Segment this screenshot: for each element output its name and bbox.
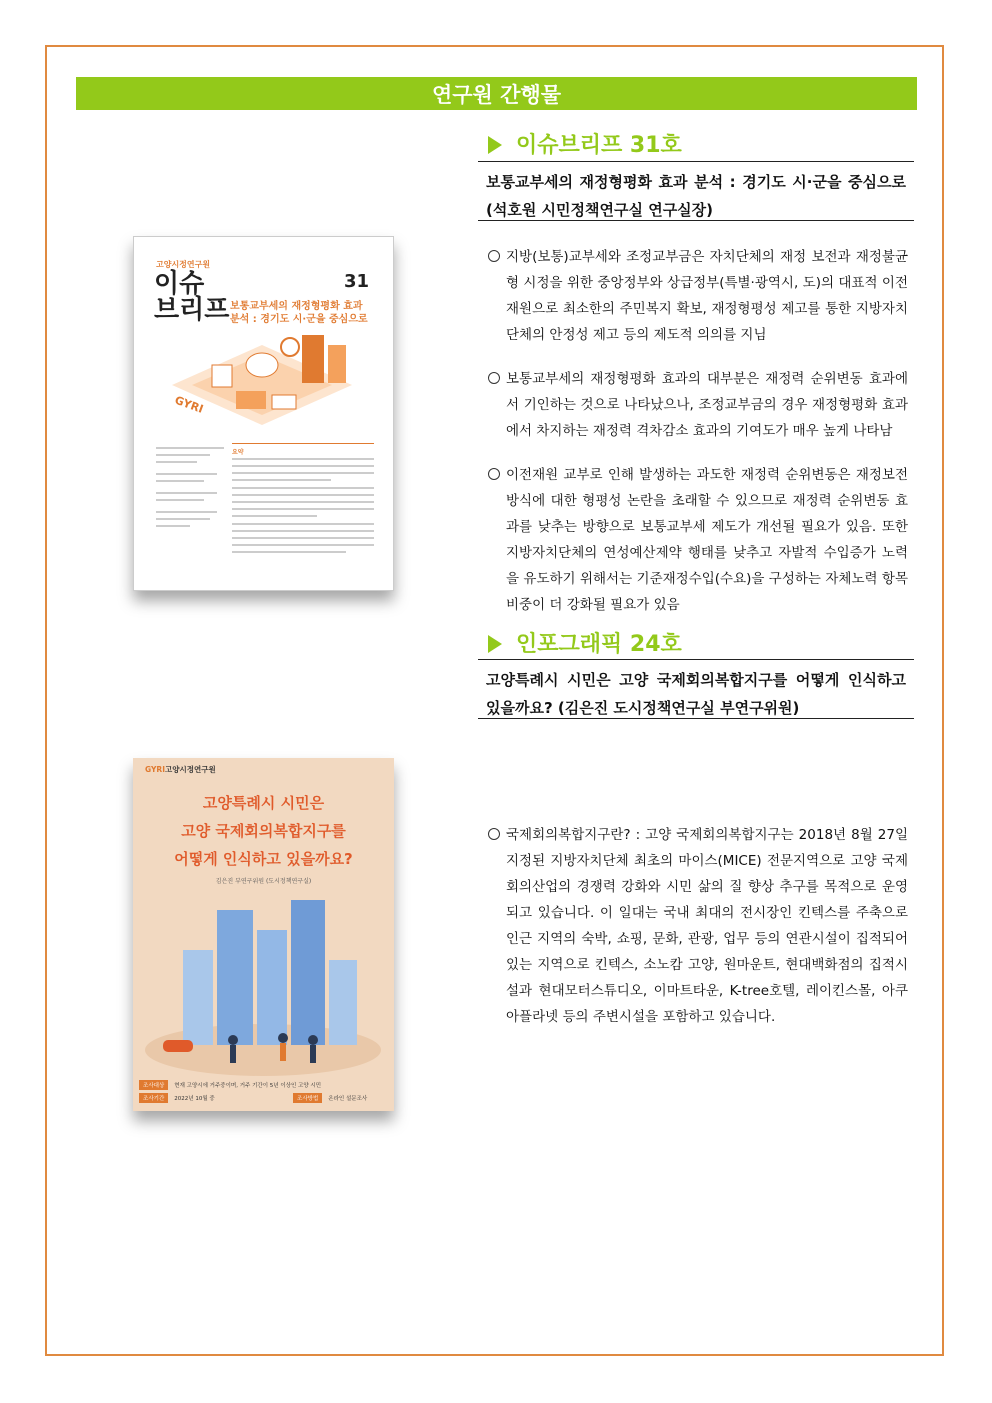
bullet-item: 보통교부세의 재정형평화 효과의 대부분은 재정력 순위변동 효과에서 기인하는 것으로 나타났으나, 조정교부금의 경우 재정형평화 효과에서 차지하는 재정력 격차감소 효과의 기여도가 매우 높게 나타남 (488, 366, 908, 444)
cover-summary-box (232, 443, 374, 574)
issue-brief-cover-image (133, 236, 394, 591)
section-banner: 연구원 간행물 (76, 77, 917, 110)
cover2-headline: 고양 국제회의복합지구를 (181, 822, 346, 840)
cover2-org: GYRI고양시정연구원 (145, 765, 216, 774)
isometric-city-illustration (152, 325, 378, 435)
circle-bullet-icon (488, 468, 500, 480)
issue-brief-heading: 이슈브리프 31호 (488, 128, 682, 159)
survey-method-row: 조사방법 온라인 설문조사 (293, 1093, 367, 1103)
circle-bullet-icon (488, 250, 500, 262)
cover-title-line: 분석 : 경기도 시·군을 중심으로 (230, 314, 368, 325)
triangle-icon (488, 635, 502, 653)
cover2-headline: 고양특례시 시민은 (202, 794, 325, 812)
cover-big-title: 이슈 브리프 (154, 269, 230, 325)
circle-bullet-icon (488, 828, 500, 840)
cover2-author: 김은진 부연구위원 (도시정책연구실) (215, 878, 312, 885)
cover2-headline: 어떻게 인식하고 있을까요? (174, 850, 353, 868)
cover-info-column (156, 447, 224, 532)
bullet-item: 국제회의복합지구란? : 고양 국제회의복합지구는 2018년 8월 27일 지정된 지방자치단체 최초의 마이스(MICE) 전문지역으로 고양 국제회의산업의 경쟁력 강화와 시민 삶의 질 향상 추구를 목적으로 운영되고 있습니다. 이 일대는 국내 최대의 전시장인 킨텍스를 주축으로 인근 지역의 숙박, 쇼핑, 문화, 관광, 업무 등의 연관시설이 집적되어 있는 지역으로 킨텍스, 소노캄 고양, 원마운트, 현대백화점의 집적시설과 현대모터스튜디오, 이마트타운, K-tree호텔, 레이킨스몰, 아쿠아플라넷 등의 주변시설을 포함하고 있습니다. (488, 822, 908, 1030)
survey-period-row: 조사기간 2022년 10월 중 (139, 1093, 215, 1103)
cover-org: 고양시정연구원 (156, 260, 211, 269)
survey-target-row: 조사대상 현재 고양시에 거주중이며, 거주 기간이 5년 이상인 고양 시민 (139, 1080, 321, 1090)
bullet-item: 이전재원 교부로 인해 발생하는 과도한 재정력 순위변동은 재정보전방식에 대한 형평성 논란을 초래할 수 있으므로 재정력 순위변동 효과를 낮추는 방향으로 보통교부세 제도가 개선될 필요가 있음. 또한 지방자치단체의 연성예산제약 행태를 낮추고 자발적 수입증가 노력을 유도하기 위해서는 기준재정수입(수요)을 구성하는 자체노력 항목 비중이 더 강화될 필요가 있음 (488, 462, 908, 618)
triangle-icon (488, 136, 502, 154)
gyri-logo-text: GYRI (172, 393, 205, 416)
circle-bullet-icon (488, 372, 500, 384)
cover-title-line: 보통교부세의 재정형평화 효과 (230, 301, 363, 312)
city-people-illustration (143, 890, 383, 1076)
infographic-heading: 인포그래픽 24호 (488, 627, 682, 658)
summary-label: 요약 (232, 449, 244, 456)
cover-number: 31 (344, 271, 370, 292)
infographic-cover-image (133, 758, 394, 1111)
issue-brief-title: 보통교부세의 재정형평화 효과 분석 : 경기도 시·군을 중심으로 (석호원 시민정책연구실 연구실장) (478, 161, 914, 221)
bullet-item: 지방(보통)교부세와 조정교부금은 자치단체의 재정 보전과 재정불균형 시정을 위한 중앙정부와 상급정부(특별·광역시, 도)의 대표적 이전재원으로 최소한의 주민복지 확보, 재정형평성 제고를 통한 지방자치단체의 안정성 제고 등의 제도적 의의를 지님 (488, 244, 908, 348)
infographic-title: 고양특례시 시민은 고양 국제회의복합지구를 어떻게 인식하고 있을까요? (김은진 도시정책연구실 부연구위원) (478, 659, 914, 719)
